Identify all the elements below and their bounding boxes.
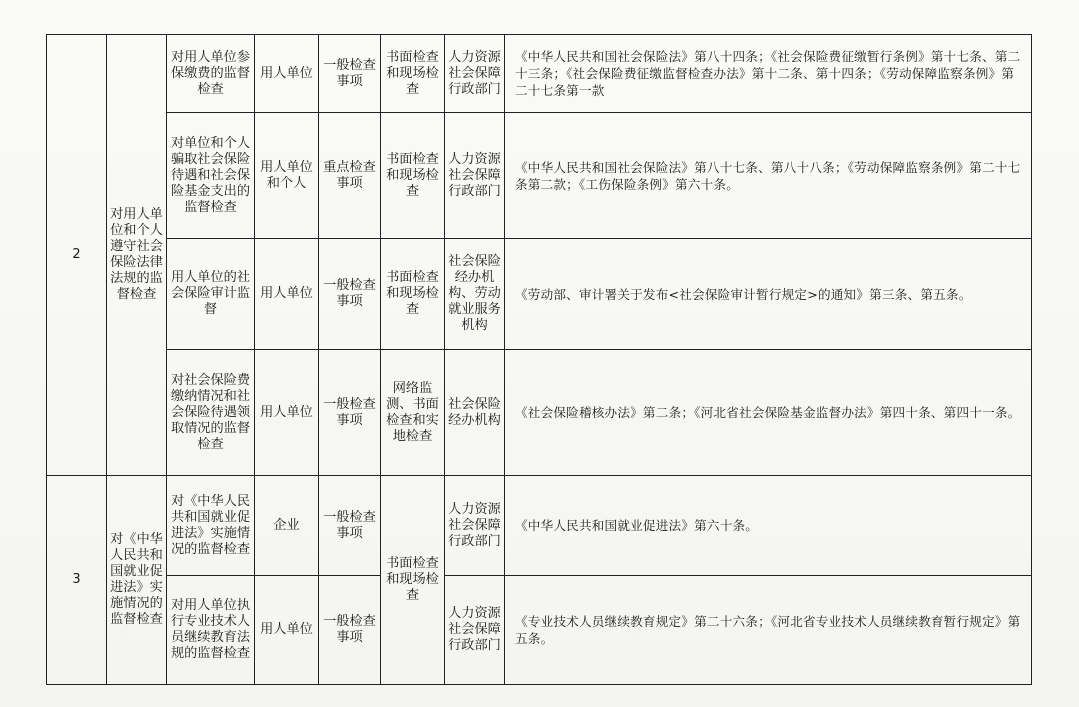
table-row <box>47 35 1032 113</box>
responsible-department: 社会保险经办机构、劳动就业服务机构 <box>445 239 505 350</box>
inspection-method: 书面检查和现场检查 <box>381 35 445 113</box>
inspection-item: 对单位和个人骗取社会保险待遇和社会保险基金支出的监督检查 <box>167 113 255 239</box>
responsible-department: 人力资源社会保障行政部门 <box>445 576 505 685</box>
table-row <box>47 113 1032 239</box>
responsible-department: 社会保险经办机构 <box>445 350 505 476</box>
legal-basis: 《中华人民共和国就业促进法》第六十条。 <box>505 476 1032 576</box>
inspection-type: 一般检查事项 <box>319 476 381 576</box>
inspection-type: 重点检查事项 <box>319 113 381 239</box>
inspection-item: 对用人单位参保缴费的监督检查 <box>167 35 255 113</box>
inspection-method: 书面检查和现场检查 <box>381 239 445 350</box>
inspection-object: 用人单位和个人 <box>255 113 319 239</box>
responsible-department: 人力资源社会保障行政部门 <box>445 113 505 239</box>
legal-basis: 《劳动部、审计署关于发布<社会保险审计暂行规定>的通知》第三条、第五条。 <box>505 239 1032 350</box>
table-row <box>47 576 1032 685</box>
responsible-department: 人力资源社会保障行政部门 <box>445 476 505 576</box>
inspection-table <box>46 34 1032 685</box>
responsible-department: 人力资源社会保障行政部门 <box>445 35 505 113</box>
table-row <box>47 476 1032 576</box>
category-name: 对《中华人民共和国就业促进法》实施情况的监督检查 <box>107 476 167 685</box>
table-row <box>47 350 1032 476</box>
inspection-method: 书面检查和现场检查 <box>381 113 445 239</box>
inspection-type: 一般检查事项 <box>319 576 381 685</box>
inspection-object: 用人单位 <box>255 350 319 476</box>
inspection-object: 用人单位 <box>255 576 319 685</box>
inspection-method: 网络监测、书面检查和实地检查 <box>381 350 445 476</box>
legal-basis: 《专业技术人员继续教育规定》第二十六条；《河北省专业技术人员继续教育暂行规定》第五条。 <box>505 576 1032 685</box>
row-number: 3 <box>47 476 107 685</box>
inspection-object: 用人单位 <box>255 239 319 350</box>
legal-basis: 《中华人民共和国社会保险法》第八十七条、第八十八条；《劳动保障监察条例》第二十七条第二款；《工伤保险条例》第六十条。 <box>505 113 1032 239</box>
inspection-item: 对社会保险费缴纳情况和社会保险待遇领取情况的监督检查 <box>167 350 255 476</box>
inspection-item: 用人单位的社会保险审计监督 <box>167 239 255 350</box>
inspection-method: 书面检查和现场检查 <box>381 476 445 685</box>
legal-basis: 《中华人民共和国社会保险法》第八十四条；《社会保险费征缴暂行条例》第十七条、第二十三条；《社会保险费征缴监督检查办法》第十二条、第十四条；《劳动保障监察条例》第二十七条第一款 <box>505 35 1032 113</box>
inspection-object: 企业 <box>255 476 319 576</box>
inspection-item: 对《中华人民共和国就业促进法》实施情况的监督检查 <box>167 476 255 576</box>
inspection-type: 一般检查事项 <box>319 35 381 113</box>
category-name: 对用人单位和个人遵守社会保险法律法规的监督检查 <box>107 35 167 476</box>
table-row <box>47 239 1032 350</box>
inspection-type: 一般检查事项 <box>319 350 381 476</box>
inspection-type: 一般检查事项 <box>319 239 381 350</box>
legal-basis: 《社会保险稽核办法》第二条；《河北省社会保险基金监督办法》第四十条、第四十一条。 <box>505 350 1032 476</box>
inspection-object: 用人单位 <box>255 35 319 113</box>
inspection-item: 对用人单位执行专业技术人员继续教育法规的监督检查 <box>167 576 255 685</box>
row-number: 2 <box>47 35 107 476</box>
